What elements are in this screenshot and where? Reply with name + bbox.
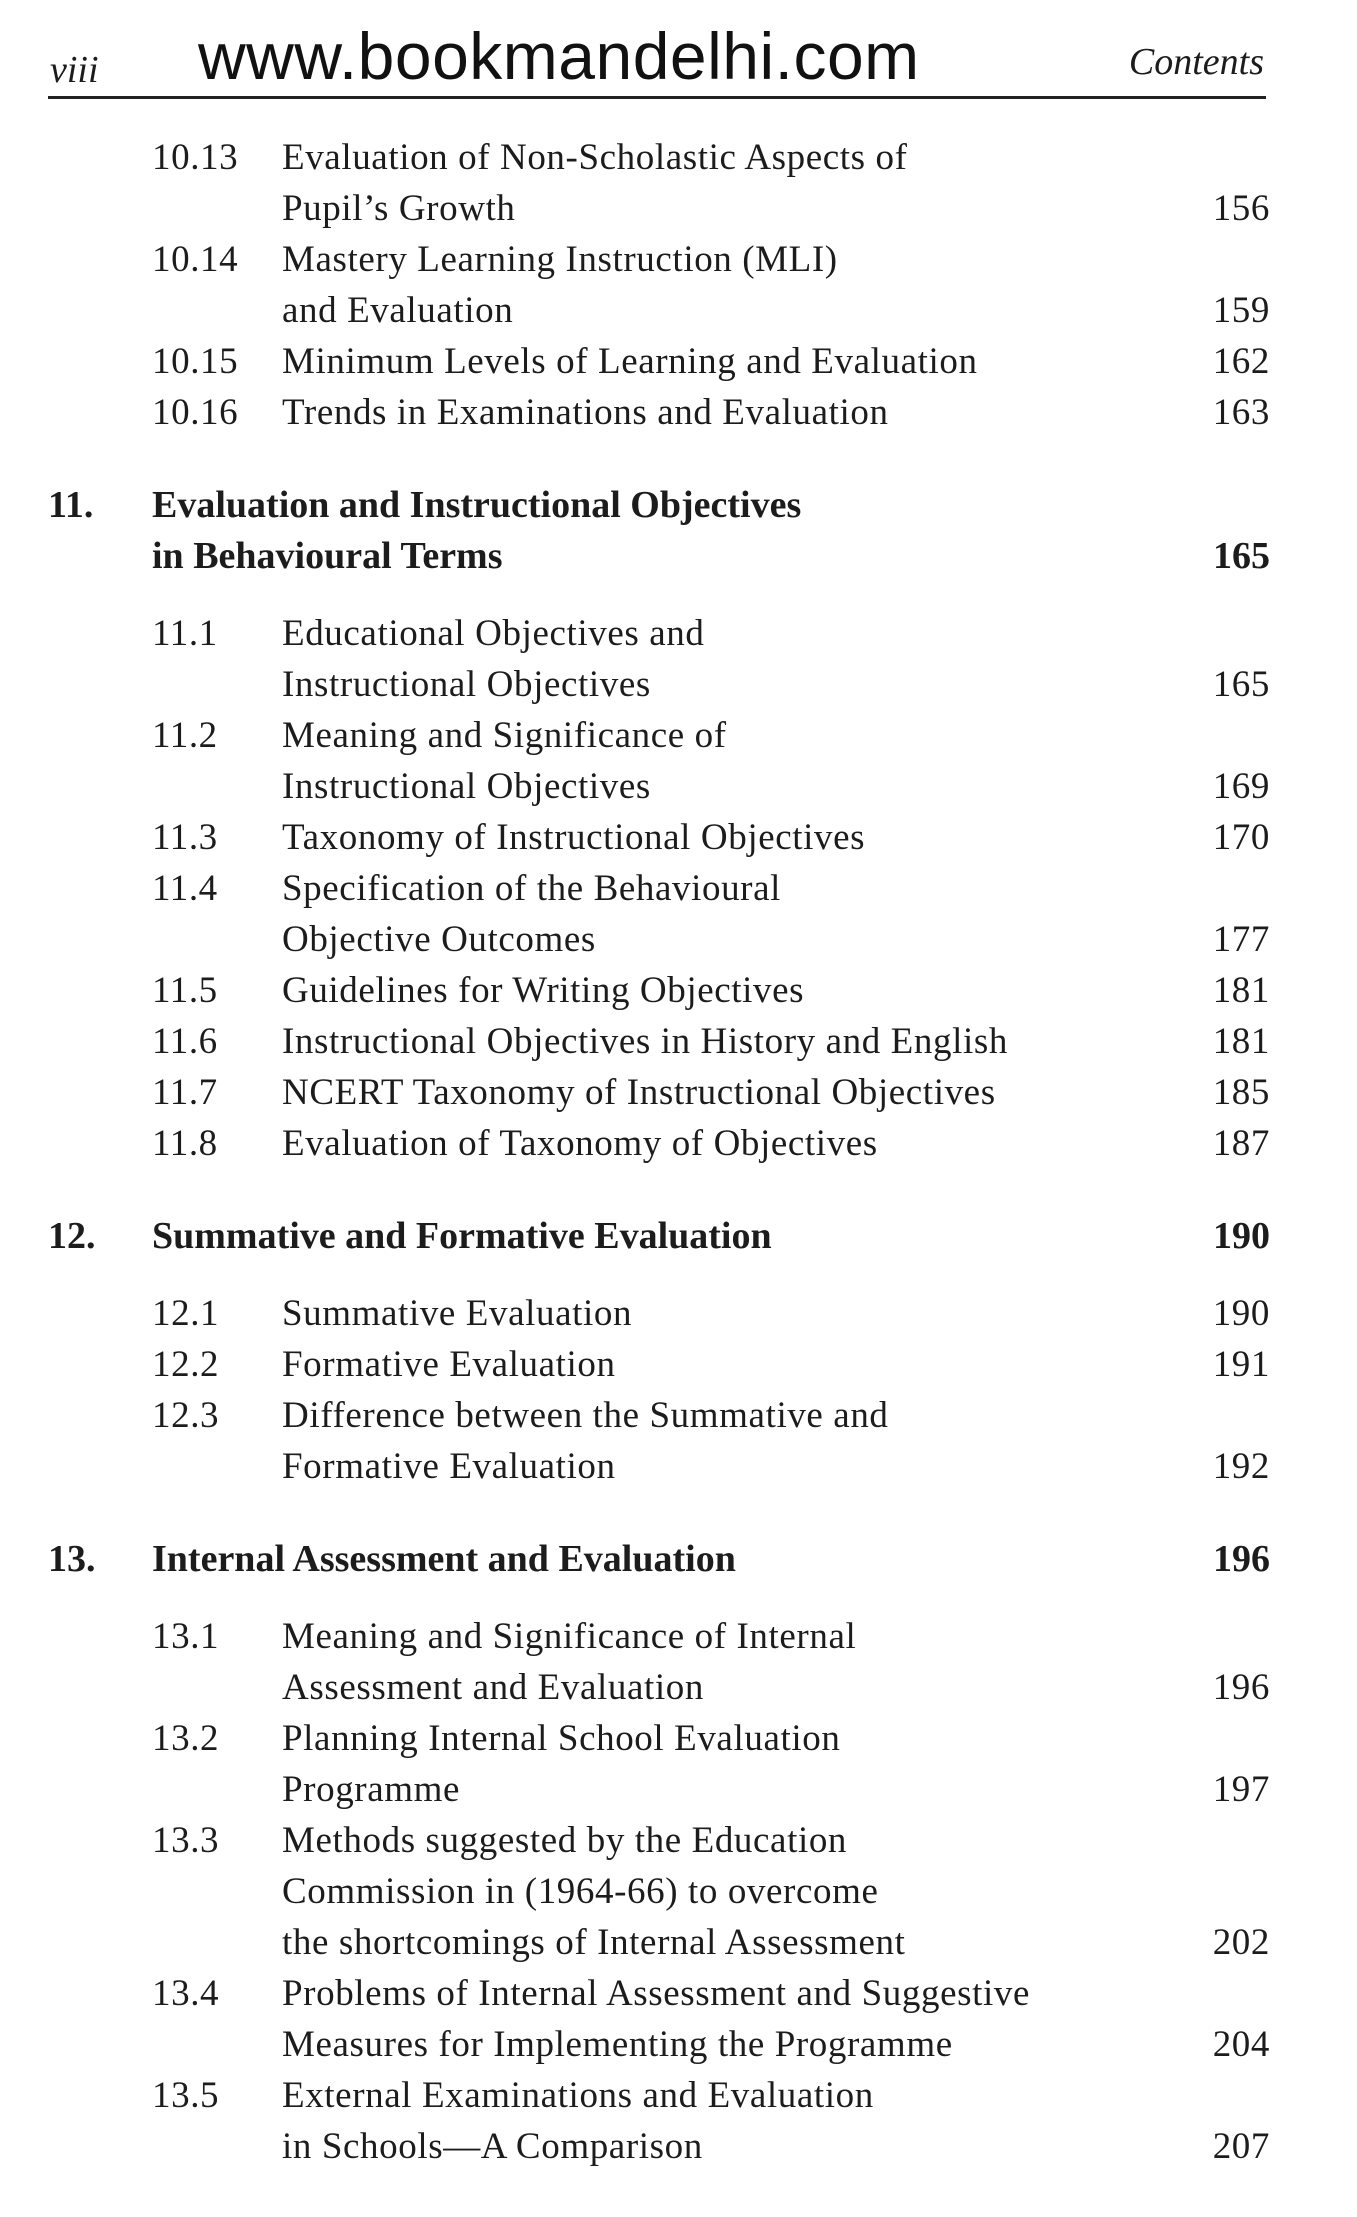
section-number: 12.3 <box>152 1395 220 1436</box>
section-title-line: Specification of the Behavioural <box>282 868 782 909</box>
toc-chapter <box>48 132 1270 438</box>
section-title-line: Evaluation of Non-Scholastic Aspects of <box>282 137 908 178</box>
chapter-number: 11. <box>48 484 94 526</box>
section-number: 11.8 <box>152 1123 218 1164</box>
toc-section-row <box>48 812 1270 863</box>
section-number: 13.3 <box>152 1820 220 1861</box>
section-number: 12.1 <box>152 1293 220 1334</box>
section-title <box>282 1390 1150 1492</box>
section-number: 13.2 <box>152 1718 220 1759</box>
section-title <box>282 1611 1150 1713</box>
section-title <box>282 1118 1150 1169</box>
chapter-number: 13. <box>48 1538 96 1580</box>
toc-chapter <box>48 1534 1270 2172</box>
chapter-page-number: 196 <box>1213 1538 1270 1580</box>
toc-section-row <box>48 1815 1270 1968</box>
section-number: 13.1 <box>152 1616 220 1657</box>
toc-section-row <box>48 1611 1270 1713</box>
section-title <box>282 812 1150 863</box>
chapter-heading <box>48 480 1270 582</box>
section-title-line: Commission in (1964-66) to overcome <box>282 1871 879 1912</box>
chapter-heading <box>48 1534 1270 1585</box>
section-page-number: 170 <box>1212 817 1270 858</box>
section-title-line: Programme <box>282 1769 461 1810</box>
section-title-line: the shortcomings of Internal Assessment <box>282 1922 906 1963</box>
toc-section-row <box>48 132 1270 234</box>
section-title-line: Trends in Examinations and Evaluation <box>282 392 889 433</box>
section-title-line: Measures for Implementing the Programme <box>282 2024 953 2065</box>
chapter-page-number: 165 <box>1213 535 1270 577</box>
section-number: 13.5 <box>152 2075 220 2116</box>
section-title-line: Objective Outcomes <box>282 919 596 960</box>
section-number: 11.3 <box>152 817 218 858</box>
section-title <box>282 234 1150 336</box>
section-page-number: 159 <box>1212 290 1270 331</box>
section-title-line: and Evaluation <box>282 290 514 331</box>
section-title-line: Meaning and Significance of Internal <box>282 1616 857 1657</box>
toc-section-row <box>48 2070 1270 2172</box>
section-number: 12.2 <box>152 1344 220 1385</box>
section-number: 10.15 <box>152 341 239 382</box>
section-number: 11.4 <box>152 868 218 909</box>
section-number: 13.4 <box>152 1973 220 2014</box>
section-number: 11.2 <box>152 715 218 756</box>
section-page-number: 156 <box>1212 188 1270 229</box>
section-list <box>48 1288 1270 1492</box>
chapter-number: 12. <box>48 1215 96 1257</box>
section-title <box>282 863 1150 965</box>
section-title <box>282 2070 1150 2172</box>
chapter-heading <box>48 1211 1270 1262</box>
toc-section-row <box>48 608 1270 710</box>
section-list <box>48 1611 1270 2172</box>
section-page-number: 165 <box>1212 664 1270 705</box>
section-page-number: 162 <box>1212 341 1270 382</box>
section-title-line: Planning Internal School Evaluation <box>282 1718 841 1759</box>
toc-section-row <box>48 1339 1270 1390</box>
section-title-line: Methods suggested by the Education <box>282 1820 848 1861</box>
section-page-number: 191 <box>1212 1344 1270 1385</box>
section-title-line: Pupil’s Growth <box>282 188 516 229</box>
section-title-line: Difference between the Summative and <box>282 1395 889 1436</box>
chapter-title-line: Internal Assessment and Evaluation <box>152 1538 736 1580</box>
section-page-number: 163 <box>1212 392 1270 433</box>
section-title <box>282 1067 1150 1118</box>
section-title <box>282 336 1150 387</box>
section-title-line: Formative Evaluation <box>282 1446 616 1487</box>
section-title <box>282 965 1150 1016</box>
chapter-title-line: Summative and Formative Evaluation <box>152 1215 772 1257</box>
section-title <box>282 1815 1150 1968</box>
section-title-line: in Schools—A Comparison <box>282 2126 703 2167</box>
section-title <box>282 132 1150 234</box>
chapter-title-line: Evaluation and Instructional Objectives <box>152 484 802 526</box>
page-header <box>48 18 1266 100</box>
website-watermark: www.bookmandelhi.com <box>198 19 920 93</box>
running-head: Contents <box>1128 41 1264 83</box>
section-title <box>282 1968 1150 2070</box>
section-list <box>48 608 1270 1169</box>
section-number: 11.5 <box>152 970 218 1011</box>
section-page-number: 197 <box>1212 1769 1270 1810</box>
section-page-number: 190 <box>1212 1293 1270 1334</box>
section-title-line: Problems of Internal Assessment and Suggestive <box>282 1973 1030 2014</box>
section-page-number: 202 <box>1212 1922 1270 1963</box>
section-title <box>282 1713 1150 1815</box>
section-number: 10.16 <box>152 392 239 433</box>
header-rule <box>48 96 1266 99</box>
toc-section-row <box>48 1968 1270 2070</box>
section-page-number: 185 <box>1212 1072 1270 1113</box>
toc-section-row <box>48 965 1270 1016</box>
toc-chapter <box>48 480 1270 1169</box>
section-title-line: Educational Objectives and <box>282 613 705 654</box>
toc-section-row <box>48 1067 1270 1118</box>
toc-section-row <box>48 234 1270 336</box>
section-title-line: Instructional Objectives <box>282 664 651 705</box>
page-number: viii <box>50 49 99 91</box>
section-title-line: Summative Evaluation <box>282 1293 633 1334</box>
section-title <box>282 1288 1150 1339</box>
section-number: 11.1 <box>152 613 218 654</box>
section-title-line: NCERT Taxonomy of Instructional Objectives <box>282 1072 996 1113</box>
section-title-line: Instructional Objectives <box>282 766 651 807</box>
section-page-number: 196 <box>1212 1667 1270 1708</box>
toc-section-row <box>48 1390 1270 1492</box>
section-title-line: Evaluation of Taxonomy of Objectives <box>282 1123 878 1164</box>
chapter-title <box>152 480 1150 582</box>
section-title <box>282 1339 1150 1390</box>
toc-section-row <box>48 710 1270 812</box>
section-list <box>48 132 1270 438</box>
section-title-line: Formative Evaluation <box>282 1344 616 1385</box>
toc-section-row <box>48 336 1270 387</box>
chapter-title <box>152 1534 1150 1585</box>
section-title <box>282 710 1150 812</box>
toc-section-row <box>48 1288 1270 1339</box>
chapter-title <box>152 1211 1150 1262</box>
section-page-number: 204 <box>1212 2024 1270 2065</box>
section-number: 10.14 <box>152 239 239 280</box>
toc-section-row <box>48 1118 1270 1169</box>
section-page-number: 169 <box>1212 766 1270 807</box>
section-title-line: Mastery Learning Instruction (MLI) <box>282 239 838 280</box>
section-page-number: 187 <box>1212 1123 1270 1164</box>
section-title-line: Minimum Levels of Learning and Evaluation <box>282 341 978 382</box>
section-number: 10.13 <box>152 137 239 178</box>
chapter-title-line: in Behavioural Terms <box>152 535 503 577</box>
section-page-number: 207 <box>1212 2126 1270 2167</box>
section-title-line: Assessment and Evaluation <box>282 1667 704 1708</box>
toc-section-row <box>48 863 1270 965</box>
section-number: 11.6 <box>152 1021 218 1062</box>
section-page-number: 177 <box>1212 919 1270 960</box>
section-number: 11.7 <box>152 1072 218 1113</box>
section-title-line: Instructional Objectives in History and English <box>282 1021 1008 1062</box>
section-title-line: Guidelines for Writing Objectives <box>282 970 805 1011</box>
section-title <box>282 1016 1150 1067</box>
section-page-number: 192 <box>1212 1446 1270 1487</box>
toc-section-row <box>48 1713 1270 1815</box>
section-title-line: Meaning and Significance of <box>282 715 727 756</box>
section-title <box>282 608 1150 710</box>
section-title <box>282 387 1150 438</box>
section-title-line: External Examinations and Evaluation <box>282 2075 874 2116</box>
table-of-contents <box>48 132 1270 2214</box>
chapter-page-number: 190 <box>1213 1215 1270 1257</box>
toc-section-row <box>48 387 1270 438</box>
section-page-number: 181 <box>1212 1021 1270 1062</box>
toc-section-row <box>48 1016 1270 1067</box>
toc-chapter <box>48 1211 1270 1492</box>
section-title-line: Taxonomy of Instructional Objectives <box>282 817 866 858</box>
section-page-number: 181 <box>1212 970 1270 1011</box>
